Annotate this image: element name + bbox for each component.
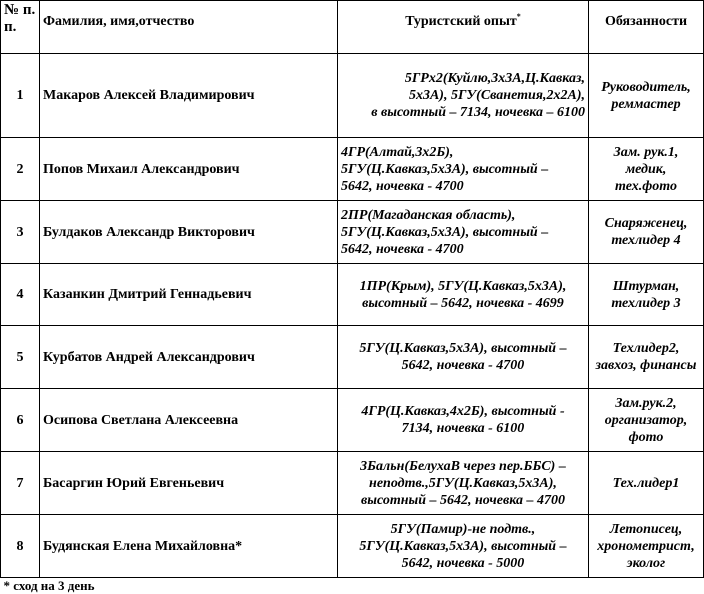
participant-name: Макаров Алексей Владимирович (40, 54, 338, 138)
duty-line: техлидер 4 (592, 232, 700, 249)
experience-cell (338, 515, 589, 578)
experience-line: 7134, ночевка - 6100 (341, 420, 585, 437)
header-row (1, 1, 704, 54)
participant-name: Попов Михаил Александрович (40, 138, 338, 201)
duty-line: реммастер (592, 96, 700, 113)
experience-line: высотный – 5642, ночевка - 4699 (341, 295, 585, 312)
row-number: 3 (1, 201, 40, 264)
experience-cell (338, 54, 589, 138)
duty-line: Зам.рук.2, (592, 395, 700, 412)
row-number: 4 (1, 264, 40, 326)
duty-line: Снаряженец, (592, 215, 700, 232)
duty-line: Летописец, (592, 521, 700, 538)
experience-line: 3Бальн(БелухаВ через пер.ББС) – (341, 458, 585, 475)
header-name: Фамилия, имя,отчество (40, 1, 338, 54)
duty-line: Штурман, (592, 278, 700, 295)
experience-cell (338, 201, 589, 264)
table-row (1, 326, 704, 389)
header-experience: Туристский опыт* (338, 1, 589, 54)
duty-line: завхоз, финансы (592, 357, 700, 374)
experience-cell (338, 264, 589, 326)
duty-line: Техлидер2, (592, 340, 700, 357)
experience-line: 5ГУ(Ц.Кавказ,5х3А), высотный – (341, 224, 585, 241)
experience-line: 5642, ночевка - 4700 (341, 241, 585, 258)
duties-cell (589, 264, 704, 326)
row-number: 2 (1, 138, 40, 201)
experience-line: 1ПР(Крым), 5ГУ(Ц.Кавказ,5х3А), (341, 278, 585, 295)
experience-line: 5ГУ(Ц.Кавказ,5х3А), высотный – (341, 538, 585, 555)
experience-line: 5ГУ(Ц.Кавказ,5х3А), высотный – (341, 161, 585, 178)
duties-cell (589, 515, 704, 578)
header-duties: Обязанности (589, 1, 704, 54)
experience-line: высотный – 5642, ночевка – 4700 (341, 492, 585, 509)
header-num: № п. п. (1, 1, 40, 54)
duty-line: медик, (592, 161, 700, 178)
footnote-row (1, 578, 704, 594)
duty-line: организатор, (592, 412, 700, 429)
duties-cell (589, 138, 704, 201)
experience-cell (338, 326, 589, 389)
table-row (1, 264, 704, 326)
duty-line: эколог (592, 555, 700, 572)
duty-line: Руководитель, (592, 79, 700, 96)
row-number: 8 (1, 515, 40, 578)
participant-name: Осипова Светлана Алексеевна (40, 389, 338, 452)
participant-name: Булдаков Александр Викторович (40, 201, 338, 264)
table-row (1, 54, 704, 138)
table-row (1, 389, 704, 452)
experience-line: в высотный – 7134, ночевка – 6100 (341, 104, 585, 121)
experience-line: 2ПР(Магаданская область), (341, 207, 585, 224)
experience-cell (338, 389, 589, 452)
row-number: 6 (1, 389, 40, 452)
row-number: 1 (1, 54, 40, 138)
duty-line: Зам. рук.1, (592, 144, 700, 161)
experience-cell (338, 452, 589, 515)
footnote: * сход на 3 день (1, 578, 704, 594)
table-row (1, 138, 704, 201)
experience-line: 5х3А), 5ГУ(Сванетия,2х2А), (341, 87, 585, 104)
table-row (1, 201, 704, 264)
duty-line: техлидер 3 (592, 295, 700, 312)
experience-cell (338, 138, 589, 201)
duties-cell (589, 201, 704, 264)
duty-line: хронометрист, (592, 538, 700, 555)
experience-line: неподтв.,5ГУ(Ц.Кавказ,5х3А), (341, 475, 585, 492)
participant-name: Курбатов Андрей Александрович (40, 326, 338, 389)
duty-line: тех.фото (592, 178, 700, 195)
experience-line: 5642, ночевка - 4700 (341, 178, 585, 195)
participant-name: Басаргин Юрий Евгеньевич (40, 452, 338, 515)
duties-cell (589, 326, 704, 389)
duty-line: Тех.лидер1 (592, 475, 700, 492)
experience-line: 5642, ночевка - 4700 (341, 357, 585, 374)
row-number: 7 (1, 452, 40, 515)
row-number: 5 (1, 326, 40, 389)
table-row (1, 515, 704, 578)
duties-cell (589, 452, 704, 515)
table-row (1, 452, 704, 515)
duties-cell (589, 54, 704, 138)
experience-line: 5ГРх2(Куйлю,3х3А,Ц.Кавказ, (341, 70, 585, 87)
experience-line: 4ГР(Алтай,3х2Б), (341, 144, 585, 161)
duties-cell (589, 389, 704, 452)
experience-line: 5ГУ(Памир)-не подтв., (341, 521, 585, 538)
participant-name: Будянская Елена Михайловна* (40, 515, 338, 578)
experience-line: 5ГУ(Ц.Кавказ,5х3А), высотный – (341, 340, 585, 357)
duty-line: фото (592, 429, 700, 446)
participant-name: Казанкин Дмитрий Геннадьевич (40, 264, 338, 326)
experience-line: 5642, ночевка - 5000 (341, 555, 585, 572)
experience-line: 4ГР(Ц.Кавказ,4х2Б), высотный - (341, 403, 585, 420)
